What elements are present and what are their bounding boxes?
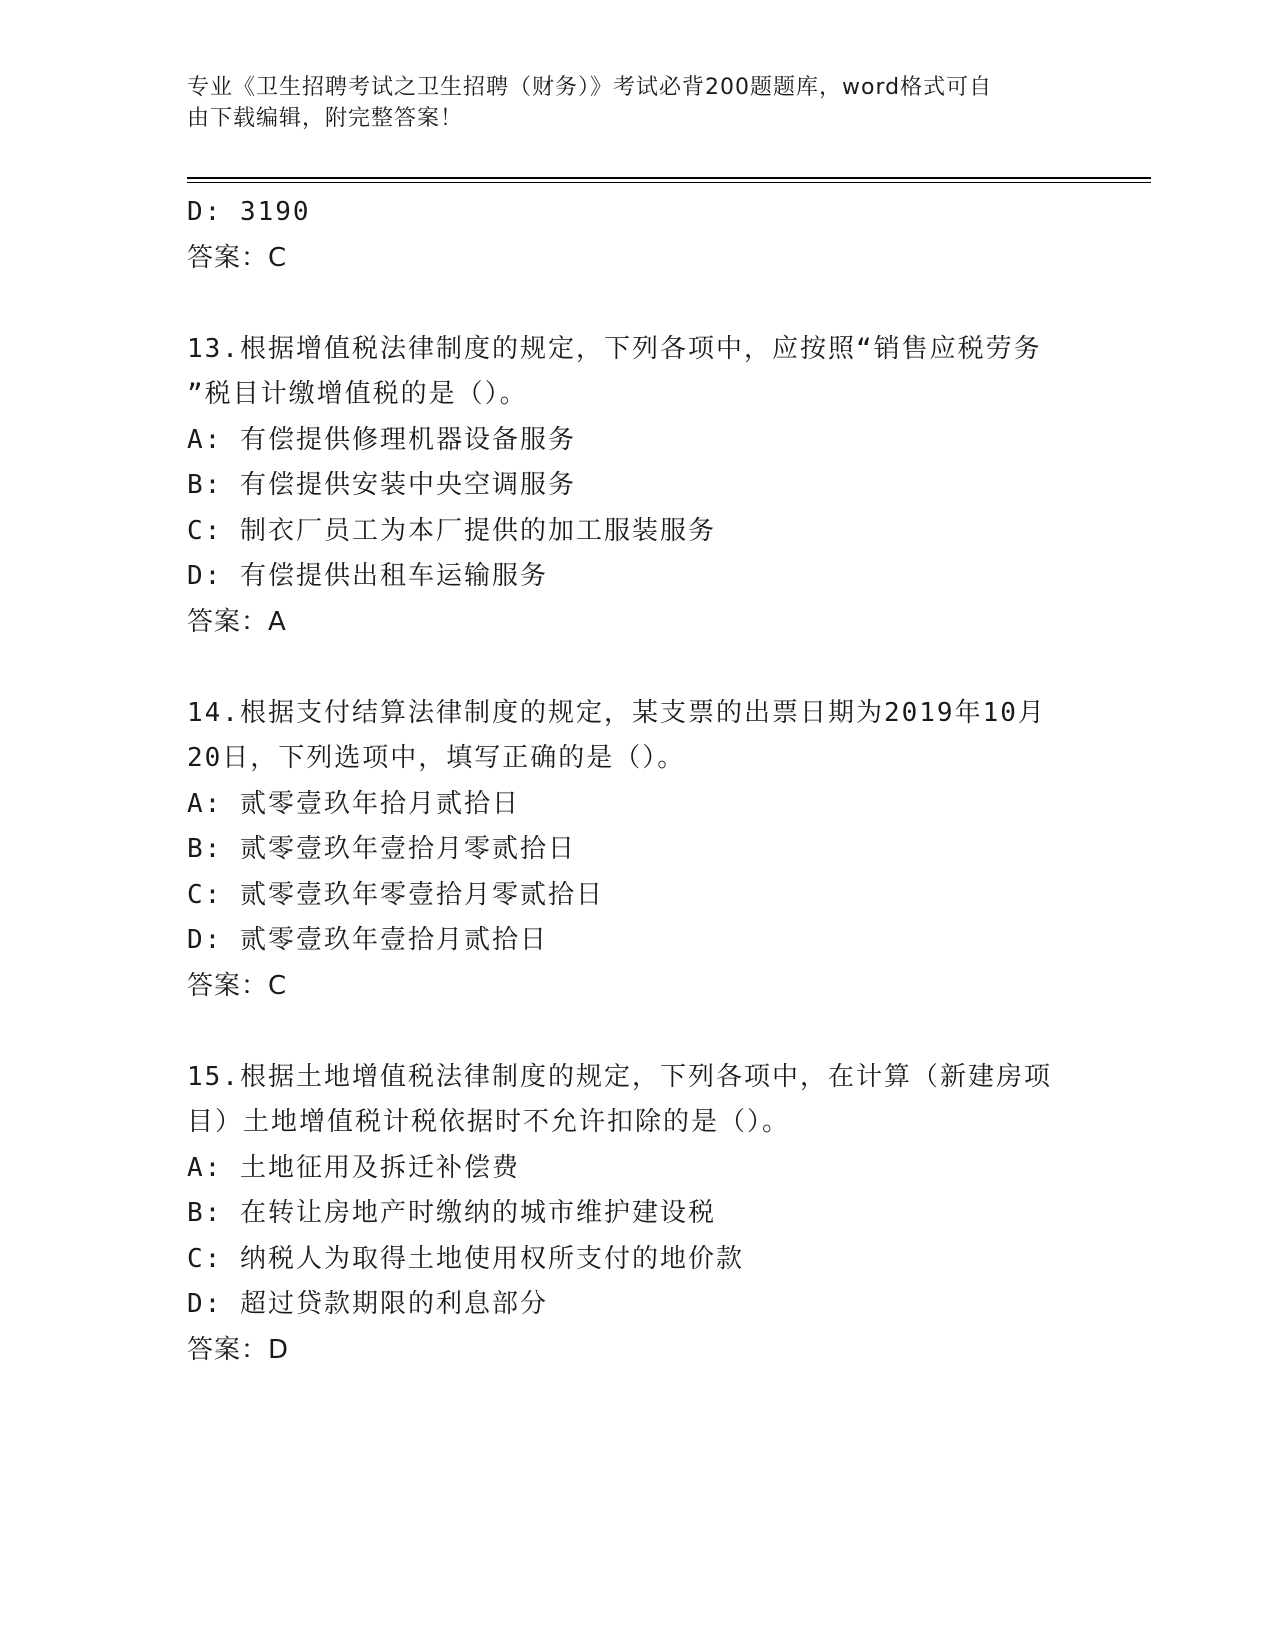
spacer — [187, 281, 1087, 327]
header-line-1: 专业《卫生招聘考试之卫生招聘（财务）》考试必背200题题库，word格式可自 — [187, 75, 993, 100]
option-b: B: 在转让房地产时缴纳的城市维护建设税 — [187, 1198, 716, 1228]
header-line-2: 由下载编辑，附完整答案！ — [187, 106, 464, 131]
question-stem-line-2: 目）土地增值税计税依据时不允许扣除的是（）。 — [187, 1107, 791, 1137]
question-stem-line-1: 13.根据增值税法律制度的规定，下列各项中，应按照“销售应税劳务 — [187, 333, 1042, 364]
question-block-13 — [187, 327, 1087, 646]
option-d: D: 贰零壹玖年壹拾月贰拾日 — [187, 925, 548, 955]
page-header — [187, 72, 1067, 134]
option-a: A: 有偿提供修理机器设备服务 — [187, 424, 576, 455]
header-rule-thick — [187, 177, 1151, 179]
answer-lead: 答案：C — [187, 242, 288, 273]
option-b: B: 贰零壹玖年壹拾月零贰拾日 — [187, 834, 576, 864]
question-block-14 — [187, 691, 1087, 1010]
option-d-lead: D: 3190 — [187, 197, 311, 227]
question-stem-line-2: 20日，下列选项中，填写正确的是（）。 — [187, 743, 686, 773]
answer: 答案：A — [187, 606, 287, 637]
header-rule-thin — [187, 182, 1151, 183]
option-c: C: 纳税人为取得土地使用权所支付的地价款 — [187, 1243, 744, 1274]
answer: 答案：D — [187, 1334, 290, 1365]
option-a: A: 贰零壹玖年拾月贰拾日 — [187, 788, 520, 819]
spacer — [187, 645, 1087, 691]
question-content — [187, 190, 1087, 1373]
question-stem-line-1: 15.根据土地增值税法律制度的规定，下列各项中，在计算（新建房项 — [187, 1061, 1052, 1092]
option-b: B: 有偿提供安装中央空调服务 — [187, 470, 576, 500]
option-c: C: 制衣厂员工为本厂提供的加工服装服务 — [187, 515, 716, 546]
option-c: C: 贰零壹玖年零壹拾月零贰拾日 — [187, 879, 604, 910]
question-stem-line-1: 14.根据支付结算法律制度的规定，某支票的出票日期为2019年10月 — [187, 697, 1046, 728]
answer: 答案：C — [187, 970, 288, 1001]
option-d: D: 有偿提供出租车运输服务 — [187, 561, 548, 591]
question-block-15 — [187, 1055, 1087, 1374]
option-a: A: 土地征用及拆迁补偿费 — [187, 1152, 520, 1183]
option-d: D: 超过贷款期限的利息部分 — [187, 1289, 548, 1319]
spacer — [187, 1009, 1087, 1055]
question-stem-line-2: ”税目计缴增值税的是（）。 — [187, 379, 528, 409]
